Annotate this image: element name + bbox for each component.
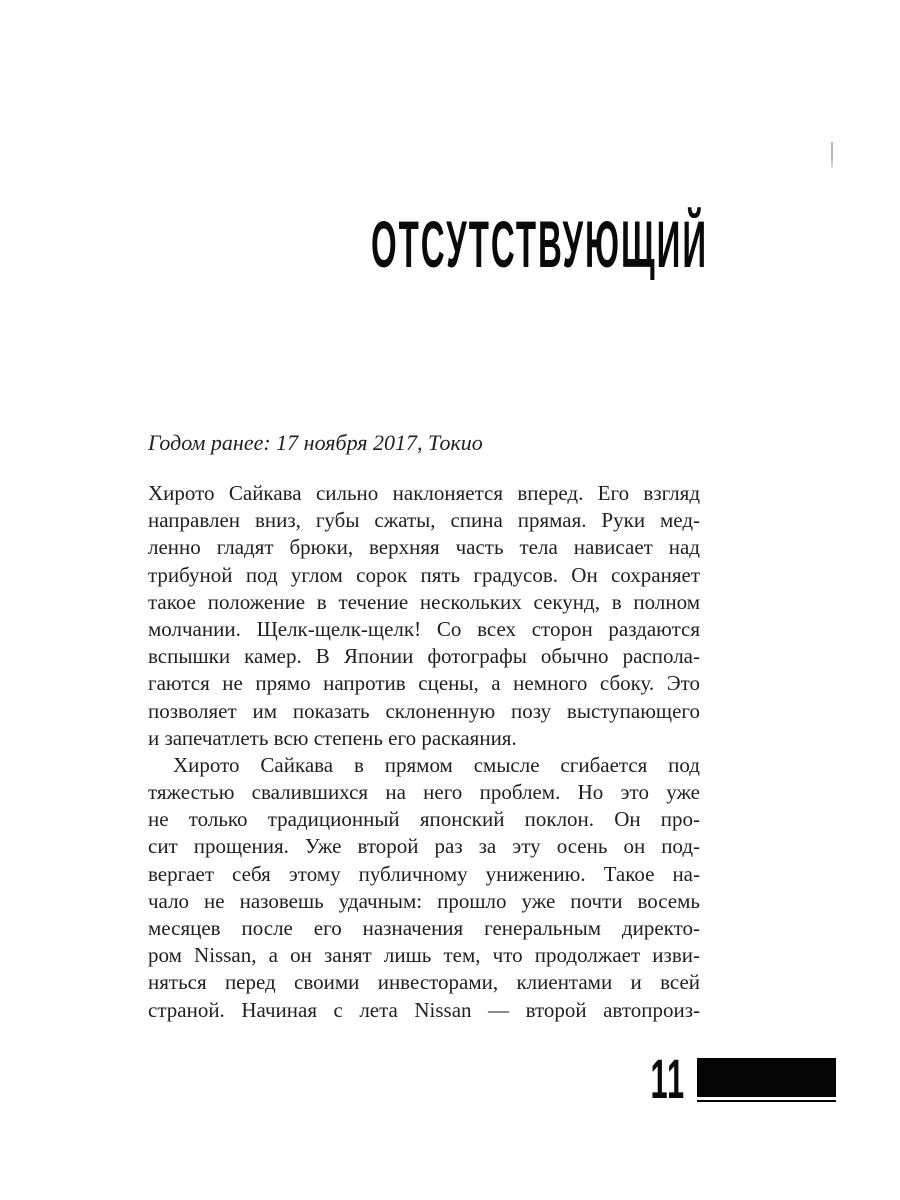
text-line: чало не назовешь удачным: прошло уже почти восемь xyxy=(148,888,700,913)
text-line: страной. Начиная с лета Nissan — второй автопроиз- xyxy=(148,997,700,1022)
text-line: вспышки камер. В Японии фотографы обычно распола- xyxy=(148,644,700,669)
text-line: направлен вниз, губы сжаты, спина прямая. Руки мед- xyxy=(148,508,700,533)
text-line: не только традиционный японский поклон. Он про- xyxy=(148,807,700,832)
text-line: сит прощения. Уже второй раз за эту осень он под- xyxy=(148,834,700,859)
text-line: Хирото Сайкава сильно наклоняется вперед. Его взгляд xyxy=(148,481,700,505)
text-line: такое положение в течение нескольких секунд, в полном xyxy=(148,589,700,614)
text-line: позволяет им показать склоненную позу выступающего xyxy=(148,698,700,723)
text-line: гаются не прямо напротив сцены, а немного сбоку. Это xyxy=(148,671,700,696)
dateline: Годом ранее: 17 ноября 2017, Токио xyxy=(148,430,483,455)
text-line: месяцев после его назначения генеральным директо- xyxy=(148,916,700,940)
text-column xyxy=(148,0,708,1200)
body-text xyxy=(148,480,700,1024)
text-line: ром Nissan, а он занят лишь тем, что продолжает изви- xyxy=(148,943,700,968)
scan-artifact-line xyxy=(831,142,833,168)
text-line: и запечатлеть всю степень его раскаяния. xyxy=(148,725,517,750)
text-line: тяжестью свалившихся на него проблем. Но это уже xyxy=(148,780,700,805)
chapter-tab-bar xyxy=(697,1058,836,1097)
page-number: 11 xyxy=(650,1047,685,1110)
chapter-tab-underline xyxy=(697,1100,836,1102)
text-line: няться перед своими инвесторами, клиентами и всей xyxy=(148,970,700,995)
chapter-title: ОТСУТСТВУЮЩИЙ xyxy=(370,207,708,281)
text-line: Хирото Сайкава в прямом смысле сгибается под xyxy=(173,752,700,777)
text-line: ленно гладят брюки, верхняя часть тела нависает над xyxy=(148,535,700,560)
text-line: молчании. Щелк-щелк-щелк! Со всех сторон раздаются xyxy=(148,616,700,641)
text-line: вергает себя этому публичному унижению. Такое на- xyxy=(148,861,700,886)
text-line: трибуной под углом сорок пять градусов. Он сохраняет xyxy=(148,562,700,587)
